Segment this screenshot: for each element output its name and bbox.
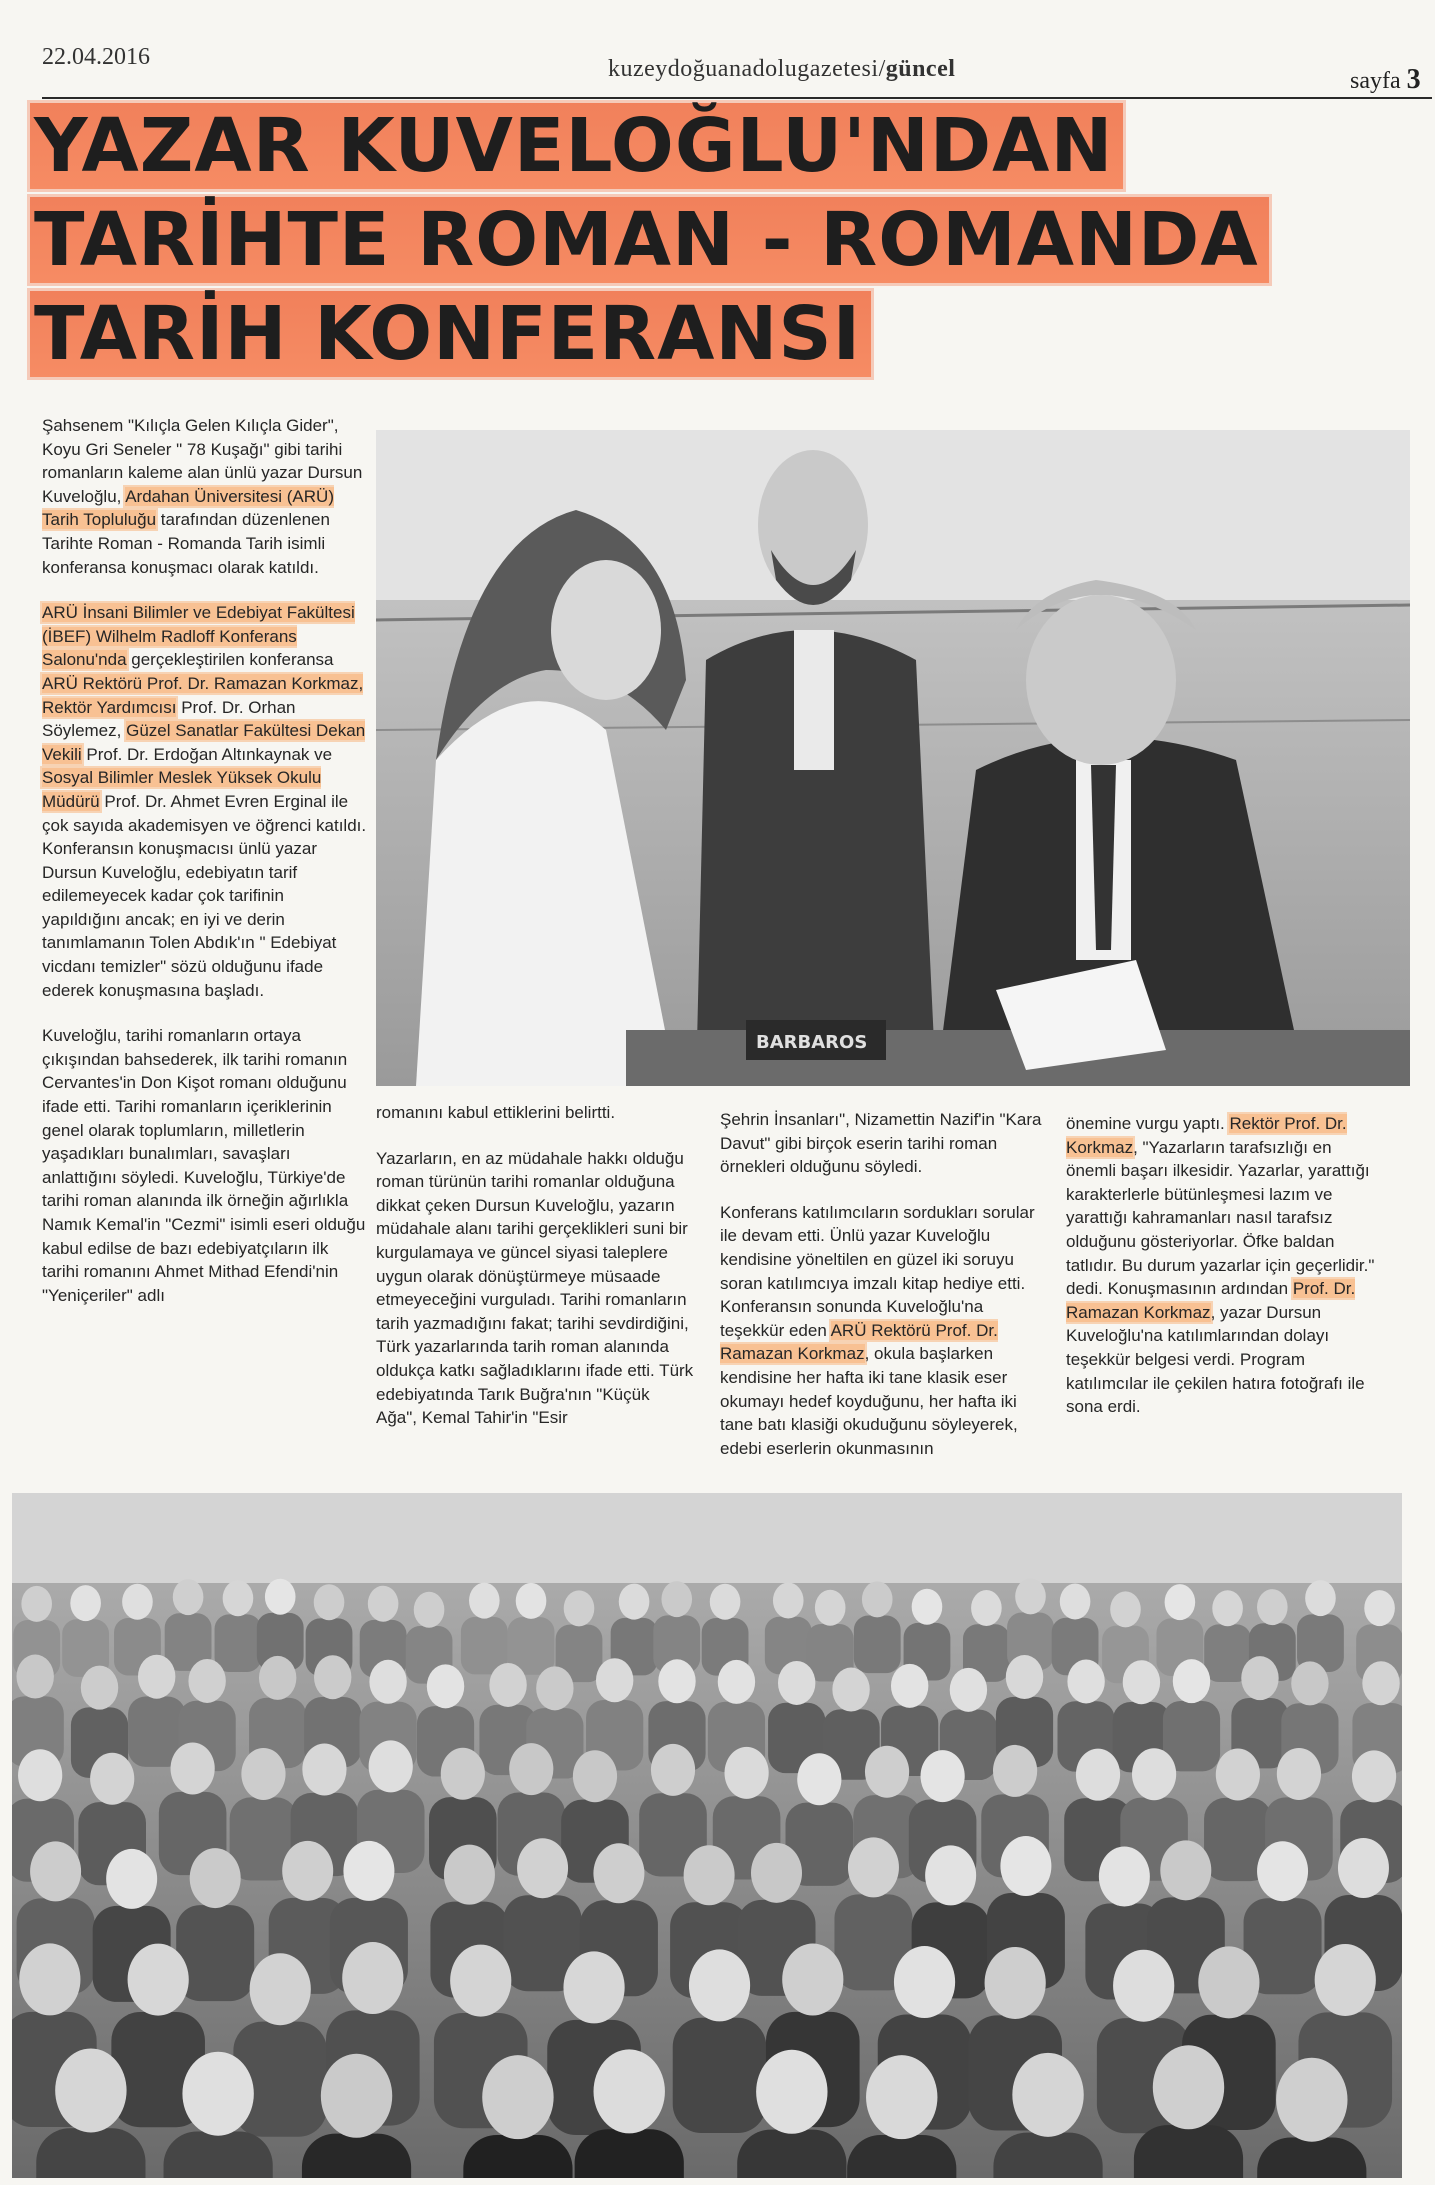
person-head — [414, 1592, 445, 1628]
person-head — [1277, 1748, 1321, 1800]
person-head — [122, 1584, 153, 1620]
person-head — [1123, 1660, 1160, 1704]
page-number: 3 — [1406, 64, 1421, 95]
issue-date: 22.04.2016 — [42, 44, 150, 70]
text-run: romanını kabul ettiklerini belirtti. — [376, 1103, 616, 1122]
text-run: , yazar Dursun Kuveloğlu'na katılımlarından dolayı teşekkür belgesi verdi. Program katılımcılar ile çekilen hatıra fotoğrafı ile sona erdi. — [1066, 1302, 1365, 1417]
article-column-3 — [720, 1108, 1042, 1482]
person-head — [593, 1843, 644, 1903]
person-head — [30, 1841, 81, 1901]
conference-photo — [376, 430, 1410, 1086]
paragraph — [720, 1108, 1042, 1179]
person-head — [55, 2048, 126, 2132]
person-head — [369, 1660, 406, 1704]
person-head — [250, 1953, 311, 2025]
headline-line-3: TARİH KONFERANSI — [30, 294, 1350, 374]
person-head — [106, 1849, 157, 1909]
highlighted-text: ARÜ Rektörü Prof. Dr. Ramazan Korkmaz — [720, 1320, 998, 1364]
paragraph — [42, 1024, 367, 1307]
person-head — [171, 1742, 215, 1794]
person-head — [128, 1944, 189, 2016]
person-head — [832, 1668, 869, 1712]
person-head — [866, 2055, 937, 2139]
person-head — [1216, 1749, 1260, 1801]
group-photo — [12, 1493, 1402, 2178]
person-head — [282, 1841, 333, 1901]
person-head — [441, 1748, 485, 1800]
paper-name — [608, 56, 955, 83]
person-body — [36, 2128, 145, 2178]
article-column-4 — [1066, 1112, 1384, 1441]
person-head — [1257, 1589, 1288, 1625]
person-head — [517, 1838, 568, 1898]
headline-line-1: YAZAR KUVELOĞLU'NDAN — [30, 106, 1350, 186]
person-head — [489, 1663, 526, 1707]
person-head — [469, 1583, 500, 1619]
person-head — [1110, 1591, 1141, 1627]
person-head — [21, 1586, 52, 1622]
person-head — [865, 1746, 909, 1798]
person-head — [684, 1845, 735, 1905]
person-head — [427, 1664, 464, 1708]
person-head — [912, 1589, 943, 1625]
person-head — [1006, 1655, 1043, 1699]
page-indicator — [1350, 64, 1421, 96]
person-head — [1067, 1659, 1104, 1703]
person-head — [343, 1841, 394, 1901]
person-head — [138, 1655, 175, 1699]
person-head — [1160, 1840, 1211, 1900]
person-body — [1134, 2125, 1243, 2178]
highlighted-text: Güzel Sanatlar Fakültesi Dekan Vekili — [42, 721, 366, 764]
person-head — [173, 1579, 204, 1615]
person-head — [862, 1581, 893, 1617]
person-head — [563, 1951, 624, 2023]
paragraph — [42, 414, 367, 579]
paragraph — [1066, 1112, 1384, 1419]
person-head — [921, 1750, 965, 1802]
person-head — [81, 1666, 118, 1710]
person-head — [1276, 2058, 1347, 2142]
person-head — [1338, 1838, 1389, 1898]
person-head — [658, 1659, 695, 1703]
person-head — [573, 1750, 617, 1802]
person-head — [1315, 1944, 1376, 2016]
header-rule — [42, 97, 1432, 99]
text-run: , okula başlarken kendisine her hafta iki tane klasik eser okumayı hedef koyduğunu, her hafta iki tane batı klasiği okuduğunu söyleyerek, edebi eserlerin okunmasının — [720, 1344, 1018, 1458]
text-run: Prof. Dr. Erdoğan Altınkaynak ve — [81, 744, 333, 764]
person-body — [575, 2129, 684, 2178]
headline-line-2: TARİHTE ROMAN - ROMANDA — [30, 200, 1350, 280]
person-head — [797, 1753, 841, 1805]
person-head — [1352, 1750, 1396, 1802]
person-head — [950, 1668, 987, 1712]
person-head — [971, 1590, 1002, 1626]
person-head — [190, 1848, 241, 1908]
text-run: Yazarların, en az müdahale hakkı olduğu roman türünün tarihi romanlar olduğuna dikkat çeken Dursun Kuveloğlu, yazarın müdahale alanı tarihi gerçeklikleri suni bir kurgulamaya ve güncel siyasi taleplere uygun olarak dönüştürmeye müsaade etmeyeceğini vurguladı. Tarihi romanların tarih yazmadığını fakat; tarihi sevdirdiğini, Türk yazarlarında tarih roman alanında oldukça katkı sağladıklarını ifade etti. Türk edebiyatında Tarık Buğra'nın "Küçük Ağa", Kemal Tahir'in "Esir — [376, 1148, 694, 1428]
person-head — [1099, 1847, 1150, 1907]
paper-prefix: kuzeydoğuanadolugazetesi/ — [608, 56, 886, 82]
person-head — [710, 1584, 741, 1620]
person-head — [482, 2055, 553, 2139]
person-head — [314, 1655, 351, 1699]
person-head — [724, 1747, 768, 1799]
person-head — [778, 1661, 815, 1705]
person-head — [1257, 1841, 1308, 1901]
person-head — [1012, 2053, 1083, 2137]
highlighted-text: Ardahan Üniversitesi (ARÜ) Tarih Topluluğu — [42, 486, 334, 530]
person-head — [509, 1743, 553, 1795]
person-head — [619, 1584, 650, 1620]
person-head — [223, 1580, 254, 1616]
person-head — [314, 1584, 345, 1620]
person-head — [718, 1660, 755, 1704]
person-head — [1132, 1748, 1176, 1800]
text-run: , "Yazarların tarafsızlığı en önemli başarı ilkesidir. Yazarlar, yarattığı karakterlerle bütünleşmesi lazım ve yarattığı kahramanları nasıl tarafsız olduğunu gösteriyorlar. Öfke baldan tatlıdır. Bu durum yazarlar için geçerlidir." dedi. Konuşmasının ardından — [1066, 1137, 1375, 1299]
person-head — [1364, 1590, 1395, 1626]
person-head — [369, 1740, 413, 1792]
person-head — [993, 1745, 1037, 1797]
person-head — [17, 1655, 54, 1699]
text-run: önemine vurgu yaptı. — [1066, 1114, 1230, 1133]
person-head — [596, 1658, 633, 1702]
person-head — [1291, 1661, 1328, 1705]
person-head — [1305, 1580, 1336, 1616]
text-run: Konferans katılımcıların sordukları sorular ile devam etti. Ünlü yazar Kuveloğlu kendisine yöneltilen en güzel iki soruyu soran katılımcıya imzalı kitap hediye etti. Konferansın sonunda Kuveloğlu'na teşekkür eden — [720, 1202, 1035, 1340]
conference-photo-image — [376, 430, 1410, 1086]
highlighted-text: Sosyal Bilimler Meslek Yüksek Okulu Müdürü — [42, 768, 322, 811]
person-head — [848, 1837, 899, 1897]
person-head — [1165, 1584, 1196, 1620]
person-head — [90, 1753, 134, 1805]
paper-section: güncel — [885, 56, 956, 82]
person-body — [302, 2134, 411, 2178]
person-head — [516, 1583, 547, 1619]
person-head — [594, 2049, 665, 2133]
person-head — [651, 1744, 695, 1796]
person-head — [259, 1656, 296, 1700]
highlighted-text: Rektör Prof. Dr. Korkmaz — [1066, 1114, 1347, 1157]
person-head — [19, 1943, 80, 2015]
person-head — [925, 1845, 976, 1905]
person-head — [1198, 1946, 1259, 2018]
person-head — [1060, 1584, 1091, 1620]
article-column-1 — [42, 414, 367, 1329]
person-head — [1212, 1590, 1243, 1626]
person-head — [564, 1590, 595, 1626]
person-head — [18, 1749, 62, 1801]
person-head — [815, 1590, 846, 1626]
paragraph — [376, 1101, 694, 1125]
person-head — [444, 1845, 495, 1905]
article-column-2 — [376, 1101, 694, 1452]
page-word: sayfa — [1350, 68, 1401, 94]
person-body — [673, 2018, 767, 2133]
person-head — [265, 1579, 296, 1615]
text-run: Prof. Dr. Ahmet Evren Erginal ile çok sayıda akademisyen ve öğrenci katıldı. Konferansın konuşmacısı ünlü yazar Dursun Kuveloğlu, edebiyatın tarif edilemeyecek kadar çok tarifinin yapıldığını ancak; en iyi ve derin tanımlamanın Tolen Abdık'ın " Edebiyat vicdanı temizler" sözü olduğunu ifade ederek konuşmasına başladı. — [42, 791, 367, 1000]
paragraph — [376, 1147, 694, 1430]
text-run: Kuveloğlu, tarihi romanların ortaya çıkışından bahsederek, ilk tarihi romanın Cervantes'in Don Kişot romanı olduğunu ifade etti. Tarihi romanların içeriklerinin genel olarak toplumların, milletlerin yaşadıkları bunalımları, savaşları anlattığını söyledi. Kuveloğlu, Türkiye'de tarihi roman alanında ilk örneğin ağırlıkla Namık Kemal'in "Cezmi" isimli eseri olduğu kabul edilse de bazı edebiyatçıların ilk tarihi romanını Ahmet Mithad Efendi'nin "Yeniçeriler" adlı — [42, 1026, 366, 1305]
person-body — [164, 2131, 273, 2178]
person-head — [1362, 1661, 1399, 1705]
person-body — [847, 2135, 956, 2178]
person-head — [536, 1666, 573, 1710]
person-head — [188, 1659, 225, 1703]
person-head — [689, 1949, 750, 2021]
person-head — [1173, 1659, 1210, 1703]
person-head — [1076, 1749, 1120, 1801]
person-head — [1113, 1950, 1174, 2022]
person-body — [993, 2133, 1102, 2178]
person-head — [368, 1586, 399, 1622]
person-head — [1241, 1656, 1278, 1700]
person-body — [215, 1614, 262, 1672]
person-head — [450, 1945, 511, 2017]
paragraph — [42, 601, 367, 1002]
book-cover-text: BARBAROS — [756, 1032, 868, 1053]
person-head — [894, 1946, 955, 2018]
person-head — [891, 1664, 928, 1708]
paragraph — [720, 1201, 1042, 1461]
person-head — [756, 2050, 827, 2134]
person-body — [737, 2130, 846, 2178]
highlighted-text: ARÜ Rektörü Prof. Dr. Ramazan Korkmaz, Rektör Yardımcısı — [42, 673, 364, 717]
person-head — [1153, 2045, 1224, 2129]
headline — [30, 103, 1350, 388]
highlighted-text: ARÜ İnsani Bilimler ve Edebiyat Fakültesi (İBEF) Wilhelm Radloff Konferans Salonu'nda — [42, 603, 355, 670]
person-head — [182, 2052, 253, 2136]
person-head — [985, 1947, 1046, 2019]
person-body — [463, 2135, 572, 2178]
highlighted-text: Prof. Dr. Ramazan Korkmaz — [1066, 1279, 1356, 1322]
person-head — [751, 1843, 802, 1903]
group-photo-image — [12, 1493, 1402, 2178]
text-run: Prof. Dr. Orhan Söylemez, — [42, 697, 296, 741]
person-head — [661, 1581, 692, 1617]
person-head — [773, 1583, 804, 1619]
person-body — [1257, 2137, 1366, 2178]
person-head — [1015, 1578, 1046, 1614]
person-body — [854, 1616, 901, 1674]
person-head — [70, 1585, 101, 1621]
text-run: Şahsenem "Kılıçla Gelen Kılıçla Gider", Koyu Gri Seneler " 78 Kuşağı" gibi tarihi romanların kaleme alan ünlü yazar Dursun Kuveloğlu, — [42, 416, 363, 506]
person-head — [782, 1944, 843, 2016]
person-head — [302, 1744, 346, 1796]
text-run: tarafından düzenlenen Tarihte Roman - Romanda Tarih isimli konferansa konuşmacı olarak katıldı. — [42, 510, 330, 577]
person-head — [321, 2054, 392, 2138]
person-head — [241, 1748, 285, 1800]
text-run: gerçekleştirilen konferansa — [126, 650, 334, 670]
text-run: Şehrin İnsanları", Nizamettin Nazif'in "Kara Davut" gibi birçok eserin tarihi roman örnekleri olduğunu söyledi. — [720, 1110, 1042, 1177]
person-head — [1000, 1836, 1051, 1896]
person-head — [342, 1942, 403, 2014]
